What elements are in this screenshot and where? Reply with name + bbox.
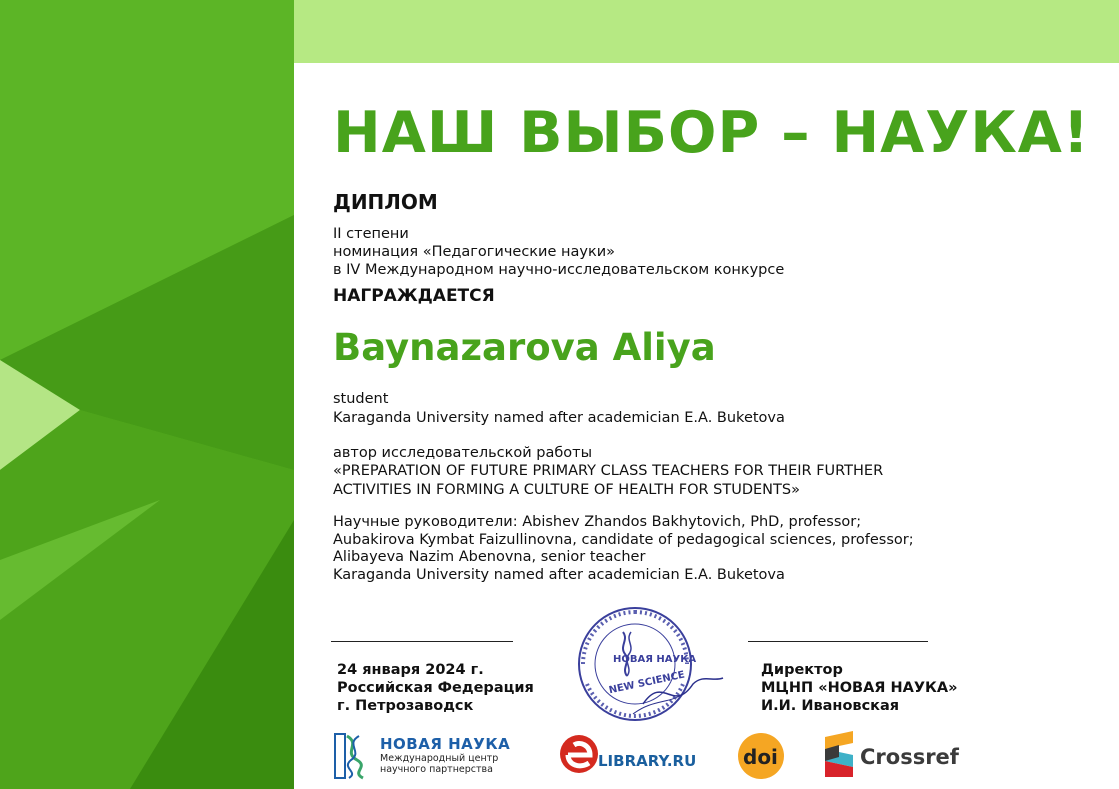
crossref-logo-icon (823, 731, 859, 779)
nn-logo-sub1: Международный центр (380, 753, 499, 764)
nn-logo-title: НОВАЯ НАУКА (380, 735, 511, 753)
diploma-contest: в IV Международном научно-исследовательском конкурсе (333, 262, 785, 278)
recipient-organization: Karaganda University named after academician E.A. Buketova (333, 410, 785, 426)
supervisors-line4: Karaganda University named after academician E.A. Buketova (333, 567, 785, 583)
director-title: Директор (761, 662, 843, 678)
official-stamp (573, 604, 727, 724)
stamp-top-text: НОВАЯ НАУКА (613, 654, 697, 665)
nn-logo-sub2: научного партнерства (380, 764, 493, 775)
supervisors-line1: Научные руководители: Abishev Zhandos Bakhytovich, PhD, professor; (333, 514, 862, 530)
novaya-nauka-logo-icon (333, 732, 373, 780)
work-title-line1: «PREPARATION OF FUTURE PRIMARY CLASS TEACHERS FOR THEIR FURTHER (333, 463, 884, 479)
footer-right (761, 661, 958, 715)
diploma-title: ДИПЛОМ (333, 190, 438, 214)
top-decorative-band (294, 0, 1119, 63)
stamp-bottom-text: NEW SCIENCE (607, 669, 686, 697)
awarded-label: НАГРАЖДАЕТСЯ (333, 286, 495, 306)
footer-date: 24 января 2024 г. (337, 662, 484, 678)
motto-heading: НАШ ВЫБОР – НАУКА! (333, 100, 1090, 166)
footer-left (337, 661, 534, 715)
work-title-line2: ACTIVITIES IN FORMING A CULTURE OF HEALTH FOR STUDENTS» (333, 482, 800, 498)
supervisors-line2: Aubakirova Kymbat Faizullinovna, candidate of pedagogical sciences, professor; (333, 532, 914, 548)
doi-logo-icon (736, 732, 786, 780)
crossref-logo-text: Crossref (860, 745, 959, 769)
elibrary-e-icon (558, 733, 600, 775)
footer-country: Российская Федерация (337, 680, 534, 696)
elibrary-logo-text: LIBRARY.RU (598, 752, 697, 770)
recipient-name: Baynazarova Aliya (333, 326, 716, 369)
diploma-degree: II степени (333, 226, 409, 242)
footer-city: г. Петрозаводск (337, 698, 474, 714)
director-name: И.И. Ивановская (761, 698, 900, 714)
signature-line-right (748, 641, 928, 642)
supervisors-line3: Alibayeva Nazim Abenovna, senior teacher (333, 549, 646, 565)
novaya-nauka-logo (380, 735, 510, 775)
recipient-position: student (333, 391, 389, 407)
diploma-nomination: номинация «Педагогические науки» (333, 244, 616, 260)
doi-logo-text: doi (743, 745, 778, 769)
work-label: автор исследовательской работы (333, 445, 593, 461)
green-geometric-panel (0, 0, 294, 789)
director-org: МЦНП «НОВАЯ НАУКА» (761, 680, 958, 696)
signature-line-left (331, 641, 513, 642)
